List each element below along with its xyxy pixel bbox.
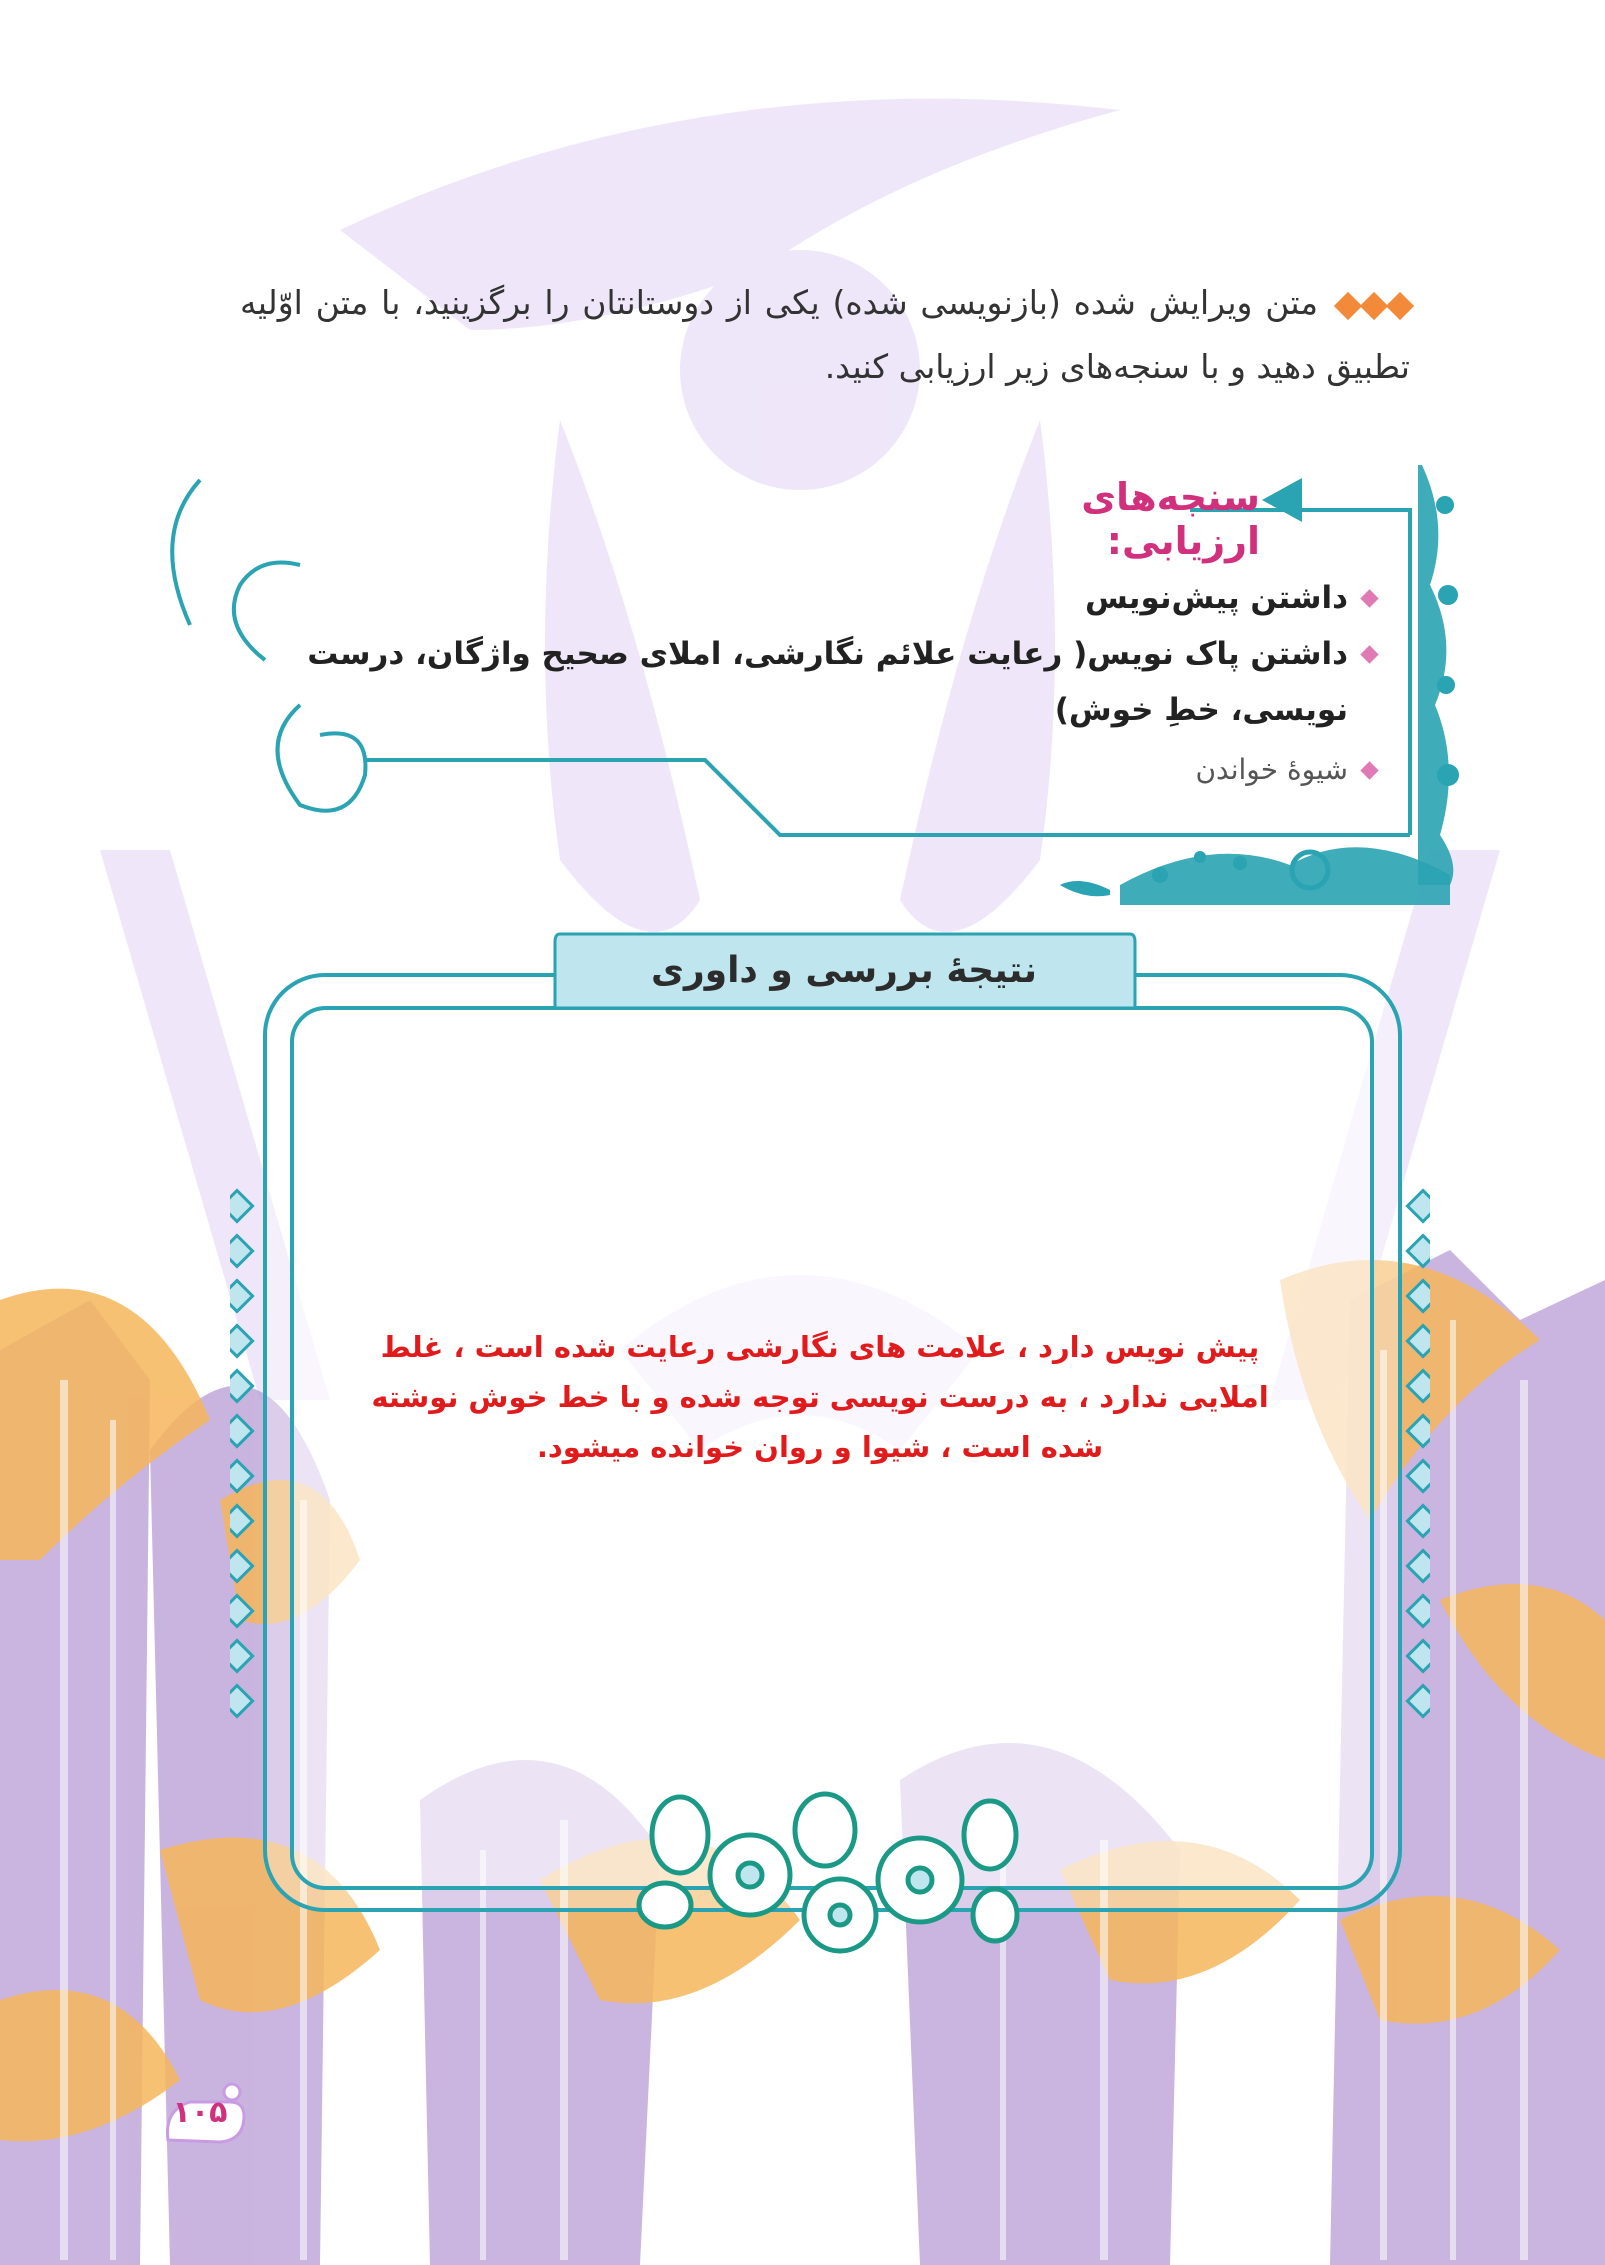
result-title: نتیجۀ بررسی و داوری (650, 950, 1038, 991)
result-answer-text: پیش نویس دارد ، علامت های نگارشی رعایت شده است ، غلط املایی ندارد ، به درست نویسی توجه شده و با خط خوش نوشته شده است ، شیوا و روان خوانده میشود. (371, 1330, 1269, 1464)
diamond-bullets-icon (1332, 274, 1410, 336)
instruction-text: متن ویرایش شده (بازنویسی شده) یکی از دوستانتان را برگزینید، با متن اوّلیه تطبیق دهید و با سنجه‌های زیر ارزیابی کنید. (240, 283, 1410, 386)
instruction-paragraph (240, 272, 1410, 398)
criteria-item: داشتن پاک نویس( رعایت علائم نگارشی، املای صحیح واژگان، درست نویسی، خطِ خوش) (300, 626, 1380, 738)
diamond-chain-left-icon (230, 1190, 253, 1716)
criteria-item: شیوۀ خواندن (300, 742, 1380, 798)
page-number: ۱۰۵ (172, 2095, 228, 2130)
teal-arrow-icon (1262, 478, 1302, 522)
criteria-title: سنجه‌های ارزیابی: (1081, 475, 1260, 563)
criteria-item: داشتن پیش‌نویس (300, 570, 1380, 626)
diamond-chain-right-icon (1407, 1190, 1430, 1716)
criteria-list (300, 570, 1380, 798)
